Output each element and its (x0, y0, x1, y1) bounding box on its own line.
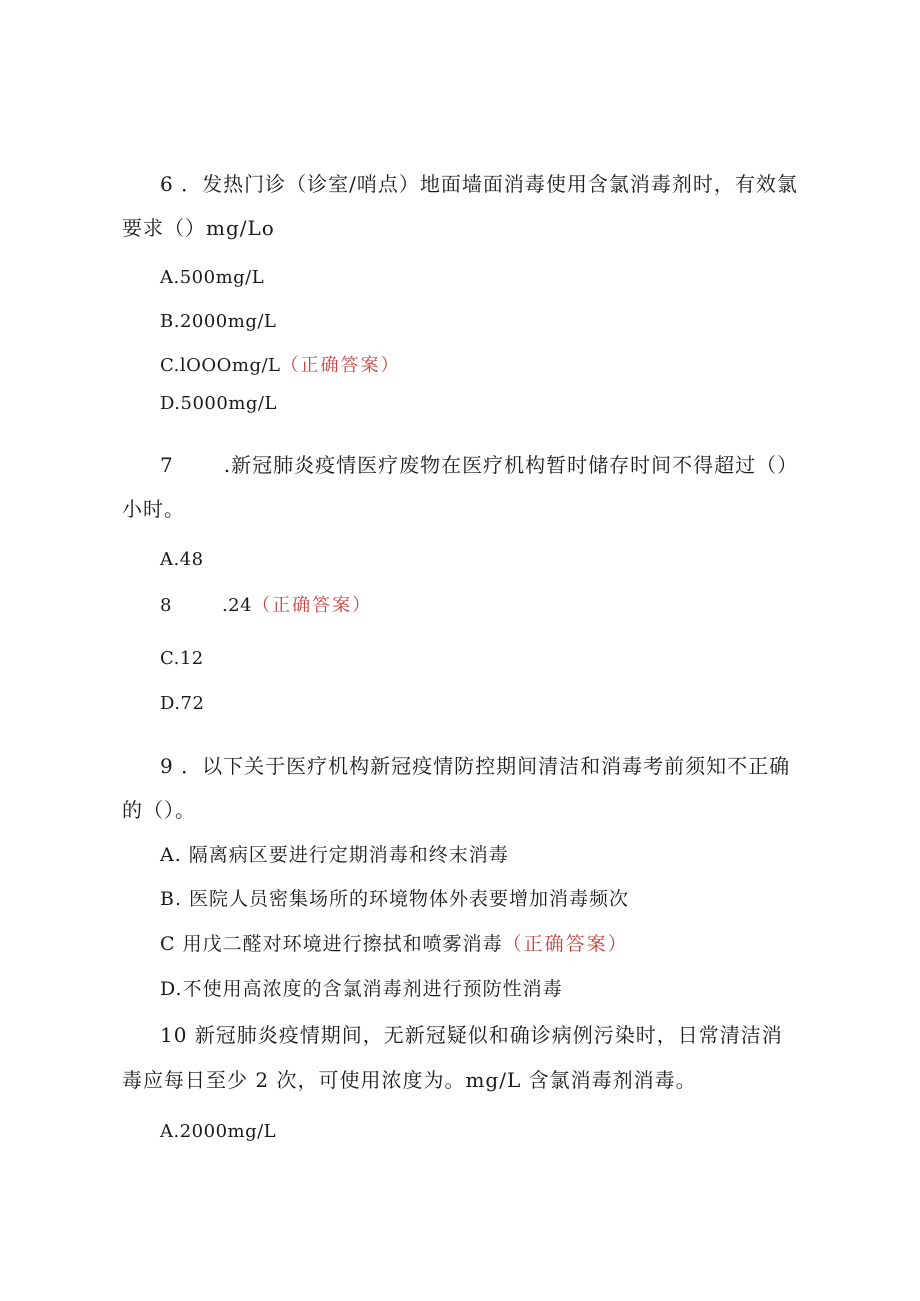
question-7-text (160, 453, 798, 477)
question-6-text: 6 ．发热门诊（诊室/哨点）地面墙面消毒使用含氯消毒剂时，有效氯 (160, 172, 798, 196)
question-7-option-c: C.12 (160, 648, 204, 669)
question-7-text-cont: 小时。 (122, 497, 185, 521)
question-7-option-b (160, 594, 372, 618)
question-6-option-d: D.5000mg/L (160, 393, 277, 414)
option-text: .24 (221, 595, 253, 616)
question-6-option-a: A.500mg/L (160, 267, 265, 288)
question-9-option-d: D.不使用高浓度的含氯消毒剂进行预防性消毒 (160, 978, 563, 1000)
question-6-option-c (160, 354, 401, 378)
correct-answer-mark: （正确答案） (280, 355, 401, 376)
question-6-option-b: B.2000mg/L (160, 311, 277, 332)
question-number: 7 (160, 453, 174, 477)
option-number: 8 (160, 595, 172, 616)
correct-answer-mark: （正确答案） (252, 595, 373, 616)
question-10-text: 10 新冠肺炎疫情期间，无新冠疑似和确诊病例污染时，日常清洁消 (160, 1023, 783, 1047)
question-body: .新冠肺炎疫情医疗废物在医疗机构暂时储存时间不得超过（） (223, 453, 799, 477)
question-7-option-d: D.72 (160, 693, 205, 714)
question-10-text-cont: 毒应每日至少 2 次，可使用浓度为。mg/L 含氯消毒剂消毒。 (122, 1068, 697, 1092)
question-9-option-c (160, 932, 629, 956)
correct-answer-mark: （正确答案） (502, 933, 629, 955)
question-6-text-cont: 要求（）mg/Lo (122, 216, 275, 240)
question-9-text: 9 ．以下关于医疗机构新冠疫情防控期间清洁和消毒考前须知不正确 (160, 754, 791, 778)
question-9-text-cont: 的（）。 (122, 798, 196, 822)
question-9-option-b: B. 医院人员密集场所的环境物体外表要增加消毒频次 (160, 888, 630, 910)
question-7-option-a: A.48 (160, 549, 204, 570)
question-9-option-a: A. 隔离病区要进行定期消毒和终末消毒 (160, 844, 509, 866)
option-text: C 用戊二醛对环境进行擦拭和喷雾消毒 (160, 933, 503, 955)
option-text: C.lOOOmg/L (160, 355, 281, 376)
question-10-option-a: A.2000mg/L (160, 1121, 277, 1142)
